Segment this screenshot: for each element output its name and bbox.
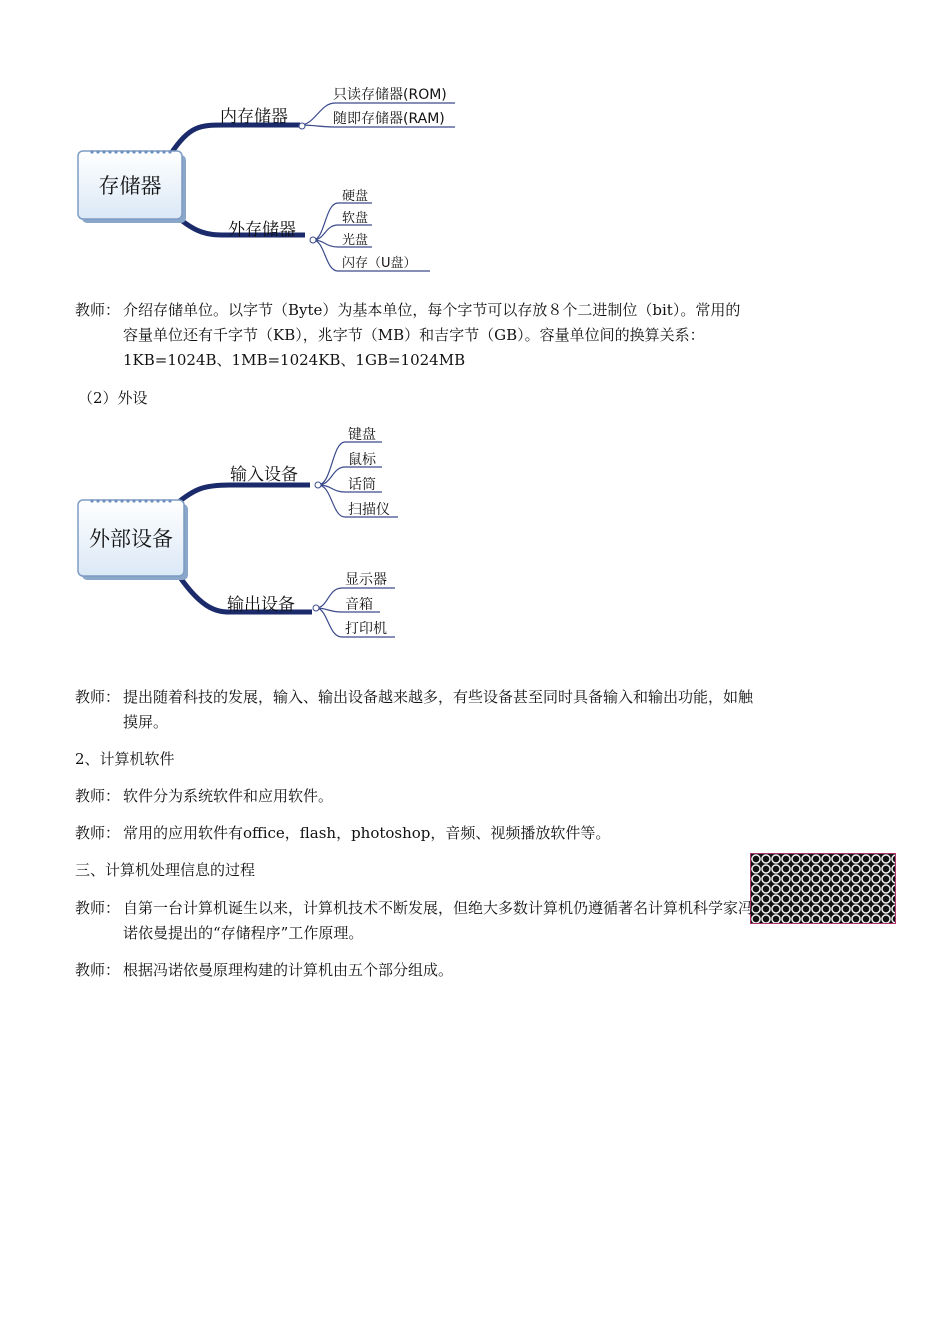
- item-mouse: 鼠标: [348, 452, 376, 468]
- mindmap-root-storage: 存储器: [98, 174, 162, 198]
- paragraph-text: 软件分为系统软件和应用软件。: [123, 787, 334, 805]
- heading-software: 2、计算机软件: [75, 750, 175, 768]
- item-ram: 随即存储器(RAM): [333, 111, 445, 127]
- heading-peripherals: （2）外设: [78, 389, 148, 407]
- paragraph-software-types: [75, 784, 755, 809]
- paragraph-five-parts: [75, 958, 755, 983]
- teacher-label: 教师：: [75, 787, 121, 805]
- lattice-pattern-image: [750, 853, 896, 924]
- teacher-label: 教师：: [75, 961, 121, 979]
- peripheral-mindmap: [70, 420, 470, 645]
- item-rom: 只读存储器(ROM): [333, 87, 447, 103]
- branch-output-devices: 输出设备: [227, 595, 295, 615]
- paragraph-devices: [75, 685, 755, 735]
- item-keyboard: 键盘: [348, 427, 376, 443]
- paragraph-text: 常用的应用软件有office，flash，photoshop，音频、视频播放软件等。: [123, 824, 611, 842]
- teacher-label: 教师：: [75, 688, 121, 706]
- teacher-label: 教师：: [75, 899, 121, 917]
- item-flash-drive: 闪存（U盘）: [342, 256, 417, 271]
- item-speaker: 音箱: [345, 597, 373, 613]
- item-optical-disk: 光盘: [342, 233, 369, 248]
- paragraph-von-neumann: [75, 896, 755, 946]
- paragraph-text: 根据冯诺依曼原理构建的计算机由五个部分组成。: [123, 961, 454, 979]
- paragraph-software-apps: [75, 821, 755, 846]
- mindmap-root-peripherals: 外部设备: [89, 527, 173, 551]
- paragraph-storage-units: [75, 298, 755, 373]
- heading-process: 三、计算机处理信息的过程: [75, 861, 256, 879]
- paragraph-text: 介绍存储单位。以字节（Byte）为基本单位，每个字节可以存放８个二进制位（bit）。常用的容量单位还有千字节（KB），兆字节（MB）和吉字节（GB）。容量单位间的换算关系：1KB=1024B、1MB=1024KB、1GB=1024MB: [123, 301, 741, 369]
- item-scanner: 扫描仪: [348, 502, 390, 518]
- branch-input-devices: 输入设备: [230, 465, 298, 485]
- teacher-label: 教师：: [75, 301, 121, 319]
- branch-internal-memory: 内存储器: [220, 107, 288, 127]
- storage-mindmap: [70, 85, 470, 280]
- branch-external-memory: 外存储器: [228, 220, 296, 240]
- item-hard-disk: 硬盘: [342, 189, 369, 204]
- item-microphone: 话筒: [348, 477, 376, 493]
- item-floppy-disk: 软盘: [342, 211, 369, 226]
- item-monitor: 显示器: [345, 572, 387, 588]
- paragraph-text: 提出随着科技的发展，输入、输出设备越来越多，有些设备甚至同时具备输入和输出功能，如触摸屏。: [123, 688, 754, 731]
- item-printer: 打印机: [345, 621, 387, 637]
- teacher-label: 教师：: [75, 824, 121, 842]
- paragraph-text: 自第一台计算机诞生以来，计算机技术不断发展，但绝大多数计算机仍遵循著名计算机科学家冯诺依曼提出的“存储程序”工作原理。: [123, 899, 754, 942]
